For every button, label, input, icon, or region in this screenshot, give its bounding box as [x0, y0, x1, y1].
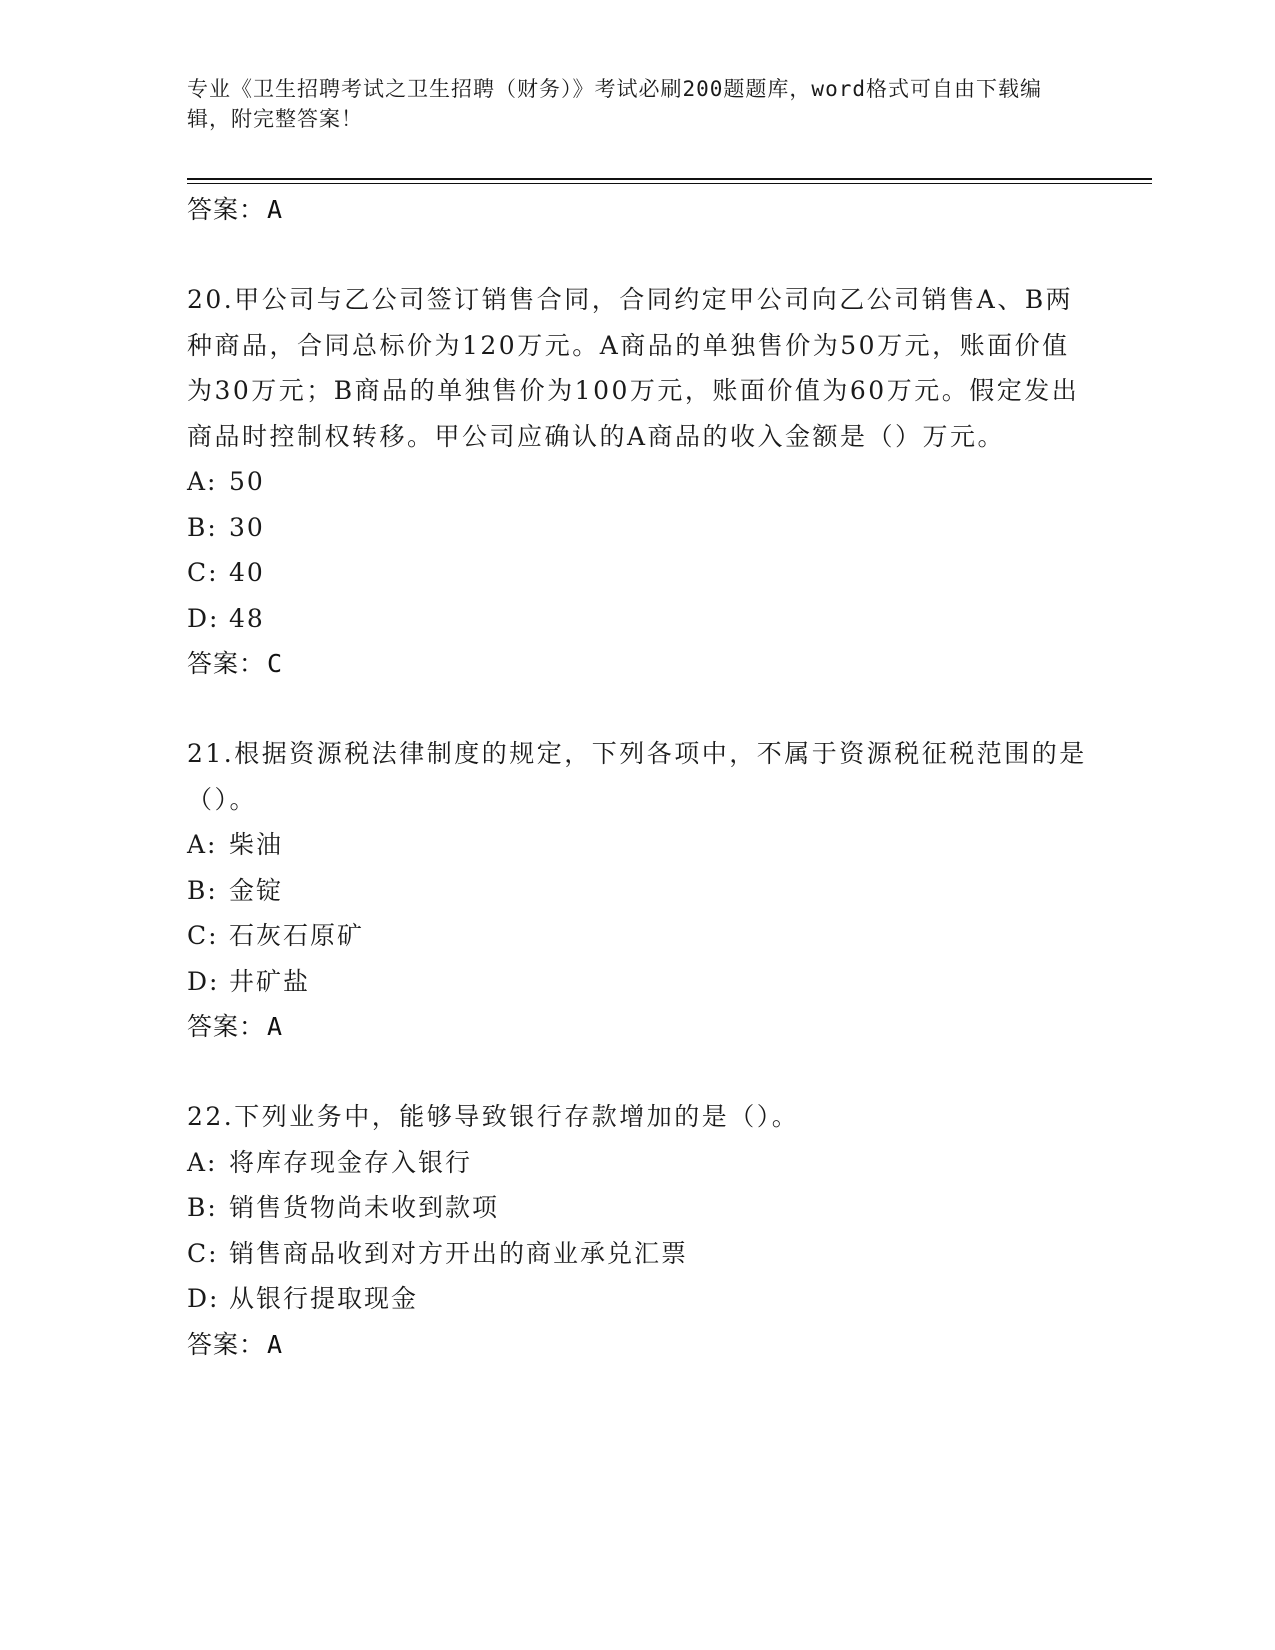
option-a: [187, 822, 1087, 868]
option-text: 48: [229, 603, 265, 633]
option-d: [187, 959, 1087, 1005]
option-text: 销售货物尚未收到款项: [229, 1193, 500, 1222]
option-d: [187, 1276, 1087, 1322]
option-d: [187, 596, 1087, 642]
option-label: D:: [187, 966, 220, 996]
option-b: [187, 868, 1087, 914]
option-text: 将库存现金存入银行: [229, 1147, 473, 1177]
answer-value: C: [267, 649, 284, 678]
answer-label: 答案：: [187, 195, 266, 224]
page-header: 专业《卫生招聘考试之卫生招聘（财务）》考试必刷200题题库，word格式可自由下载编辑，附完整答案！: [187, 77, 1042, 131]
question-item: [187, 1094, 1087, 1368]
question-stem: 22.下列业务中，能够导致银行存款增加的是（）。: [187, 1102, 800, 1131]
option-label: D:: [187, 1284, 220, 1313]
question-stem: 21.根据资源税法律制度的规定，下列各项中，不属于资源税征税范围的是（）。: [187, 739, 1087, 814]
option-a: [187, 1140, 1087, 1186]
option-text: 柴油: [229, 830, 284, 859]
option-c: [187, 1231, 1087, 1277]
option-label: C:: [187, 558, 219, 587]
option-text: 30: [229, 512, 265, 542]
answer-value: A: [267, 1329, 284, 1359]
option-label: B:: [187, 1193, 218, 1222]
answer-label: 答案：: [187, 1329, 266, 1359]
option-text: 销售商品收到对方开出的商业承兑汇票: [229, 1238, 689, 1268]
answer-value: A: [267, 195, 284, 224]
option-b: [187, 1185, 1087, 1231]
option-text: 50: [229, 467, 265, 496]
option-label: A:: [187, 1147, 218, 1177]
answer-value: A: [267, 1012, 284, 1041]
header-rule-thick: [187, 178, 1152, 180]
answer-line: [187, 641, 1087, 687]
question-item: [187, 731, 1087, 1050]
option-label: A:: [187, 830, 218, 859]
option-text: 40: [229, 558, 265, 587]
option-text: 井矿盐: [229, 966, 311, 996]
question-stem: 20.甲公司与乙公司签订销售合同，合同约定甲公司向乙公司销售A、B两种商品，合同总标价为120万元。A商品的单独售价为50万元，账面价值为30万元；B商品的单独售价为100万元，账面价值为60万元。假定发出商品时控制权转移。甲公司应确认的A商品的收入金额是（）万元。: [187, 285, 1080, 451]
option-a: [187, 459, 1087, 505]
option-label: C:: [187, 921, 219, 950]
option-c: [187, 550, 1087, 596]
option-text: 金锭: [229, 875, 284, 905]
option-text: 石灰石原矿: [229, 921, 365, 950]
option-c: [187, 913, 1087, 959]
option-b: [187, 505, 1087, 551]
option-label: B:: [187, 512, 218, 542]
question-item: [187, 277, 1087, 687]
option-label: C:: [187, 1238, 219, 1268]
answer-line: [187, 187, 1087, 233]
option-label: B:: [187, 875, 218, 905]
option-text: 从银行提取现金: [229, 1284, 419, 1313]
answer-line: [187, 1004, 1087, 1050]
answer-label: 答案：: [187, 1012, 266, 1041]
header-rule-thin: [187, 183, 1152, 184]
answer-line: [187, 1322, 1087, 1368]
document-content: [187, 187, 1087, 1368]
answer-label: 答案：: [187, 649, 266, 678]
option-label: D:: [187, 603, 220, 633]
option-label: A:: [187, 467, 218, 496]
